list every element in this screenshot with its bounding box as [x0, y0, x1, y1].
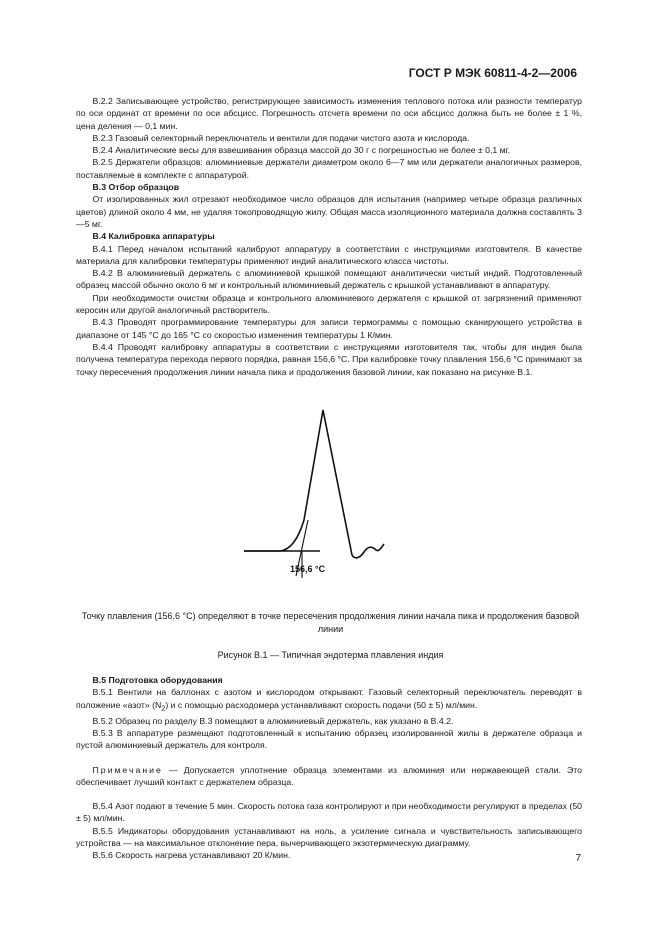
heading-b3: В.3 Отбор образцов — [92, 182, 180, 193]
clause-b4-2-note: При необходимости очистки образца и контрольного алюминиевого держателя с крышкой от загрязнений применяют керосин или другой аналогичный растворитель. — [76, 292, 582, 316]
nitrogen-subscript: 2 — [161, 703, 166, 713]
indium-endotherm-figure — [230, 400, 400, 580]
section-b2 — [76, 95, 582, 378]
document-id: ГОСТ Р МЭК 60811-4-2—2006 — [408, 66, 577, 80]
clause-b5-4: В.5.4 Азот подают в течение 5 мин. Скорость потока газа контролируют и при необходимости регулируют в пределах (50 ± 5) мл/мин. — [76, 801, 582, 824]
page-number: 7 — [575, 853, 581, 864]
clause-b4-2: В.4.2 В алюминиевый держатель с алюминиевой крышкой помещают аналитически чистый индий. Подготовленный образец массой обычно около 6 мг и контрольный алюминиевый держатель с крышкой устанавливают в аппаратуру. — [76, 268, 582, 291]
melting-point-label: 156,6 °С — [290, 564, 326, 574]
clause-b5-5: В.5.5 Индикаторы оборудования устанавливают на ноль, а усиление сигнала и чувствительность записывающего устройства — на максимальное отклонение пера, вычерчивающего экзотермическую диаграмму. — [76, 825, 582, 848]
clause-b2-4: B.2.4 Аналитические весы для взвешивания образца массой до 30 г с погрешностью не более ± 0,1 мг. — [92, 145, 511, 156]
clause-b5-6: В.5.6 Скорость нагрева устанавливают 20 К/мин. — [92, 850, 291, 861]
clause-b4-3: В.4.3 Проводят программирование температуры для записи термограммы с помощью сканирующего устройства в диапазоне от 145 °С до 165 °С со скоростью изменения температуры 1 К/мин. — [76, 317, 582, 340]
clause-b2-3: B.2.3 Газовый селекторный переключатель и вентили для подачи чистого азота и кислорода. — [92, 132, 470, 143]
section-b5 — [76, 674, 582, 862]
clause-b4-1: В.4.1 Перед началом испытаний калибруют аппаратуру в соответствии с инструкциями изготовителя. В качестве материала для калибровки температуры применяют индий аналитического класса чистоты. — [76, 243, 582, 266]
endotherm-curve — [244, 410, 384, 558]
clause-b5-2: В.5.2 Образец по разделу В.3 помещают в алюминиевый держатель, как указано в В.4.2. — [92, 715, 454, 726]
clause-b5-1 — [76, 686, 582, 714]
note-text: — Допускается уплотнение образца элементами из алюминия или нержавеющей стали. Это обеспечивает лучший контакт с держателем образца. — [76, 764, 582, 787]
heading-b4: В.4 Калибровка аппаратуры — [92, 231, 215, 242]
figure-title: Рисунок В.1 — Типичная эндотерма плавления индия — [217, 650, 444, 660]
clause-b2-2: B.2.2 Записывающее устройство, регистрирующее зависимость изменения теплового потока или разности температур по оси ординат от времени по оси абсцисс. Погрешность отсчета времени по оси абсцисс должна быть не более ± 1 %, цена деления — 0,1 мин. — [76, 96, 582, 131]
figure-caption: Точку плавления (156,6 °С) определяют в точке пересечения продолжения линии начала пика и продолжения базовой линии — [81, 611, 580, 634]
heading-b5: В.5 Подготовка оборудования — [92, 675, 223, 685]
clause-b5-1-part-b: ) и с помощью расходомера устанавливают скорость подачи (50 ± 5) мл/мин. — [165, 699, 478, 710]
clause-b2-5: B.2.5 Держатели образцов: алюминиевые держатели диаметром около 6—7 мм или держатели аналогичных размеров, поставляемые в комплекте с аппаратурой. — [76, 157, 582, 180]
note — [76, 764, 582, 789]
clause-b3-text: От изолированных жил отрезают необходимое число образцов для испытания (например четыре образца различных цветов) длиной около 4 мм, не удаляя токопроводящую жилу. Общая масса изоляционного материала должна составлять 3—5 мг. — [76, 194, 582, 229]
clause-b5-1-part-a: В.5.1 Вентили на баллонах с азотом и кислородом открывают. Газовый селекторный переключатель переводят в положение «азот» (N — [76, 687, 582, 710]
clause-b4-4: В.4.4 Проводят калибровку аппаратуры в соответствии с инструкциями изготовителя так, чтобы для индия была получена температура перехода первого порядка, равная 156,6 °С. При калибровке точку плавления 156,6 °С принимают за точку пересечения продолжения линии начала пика и продолжения базовой линии, как показано на рисунке В.1. — [76, 341, 582, 377]
note-label: Примечание — [92, 764, 163, 775]
clause-b5-3: В.5.3 В аппаратуре размещают подготовленный к испытанию образец изолированной жилы в держателе образца и пустой алюминиевый держатель для контроля. — [76, 727, 582, 751]
